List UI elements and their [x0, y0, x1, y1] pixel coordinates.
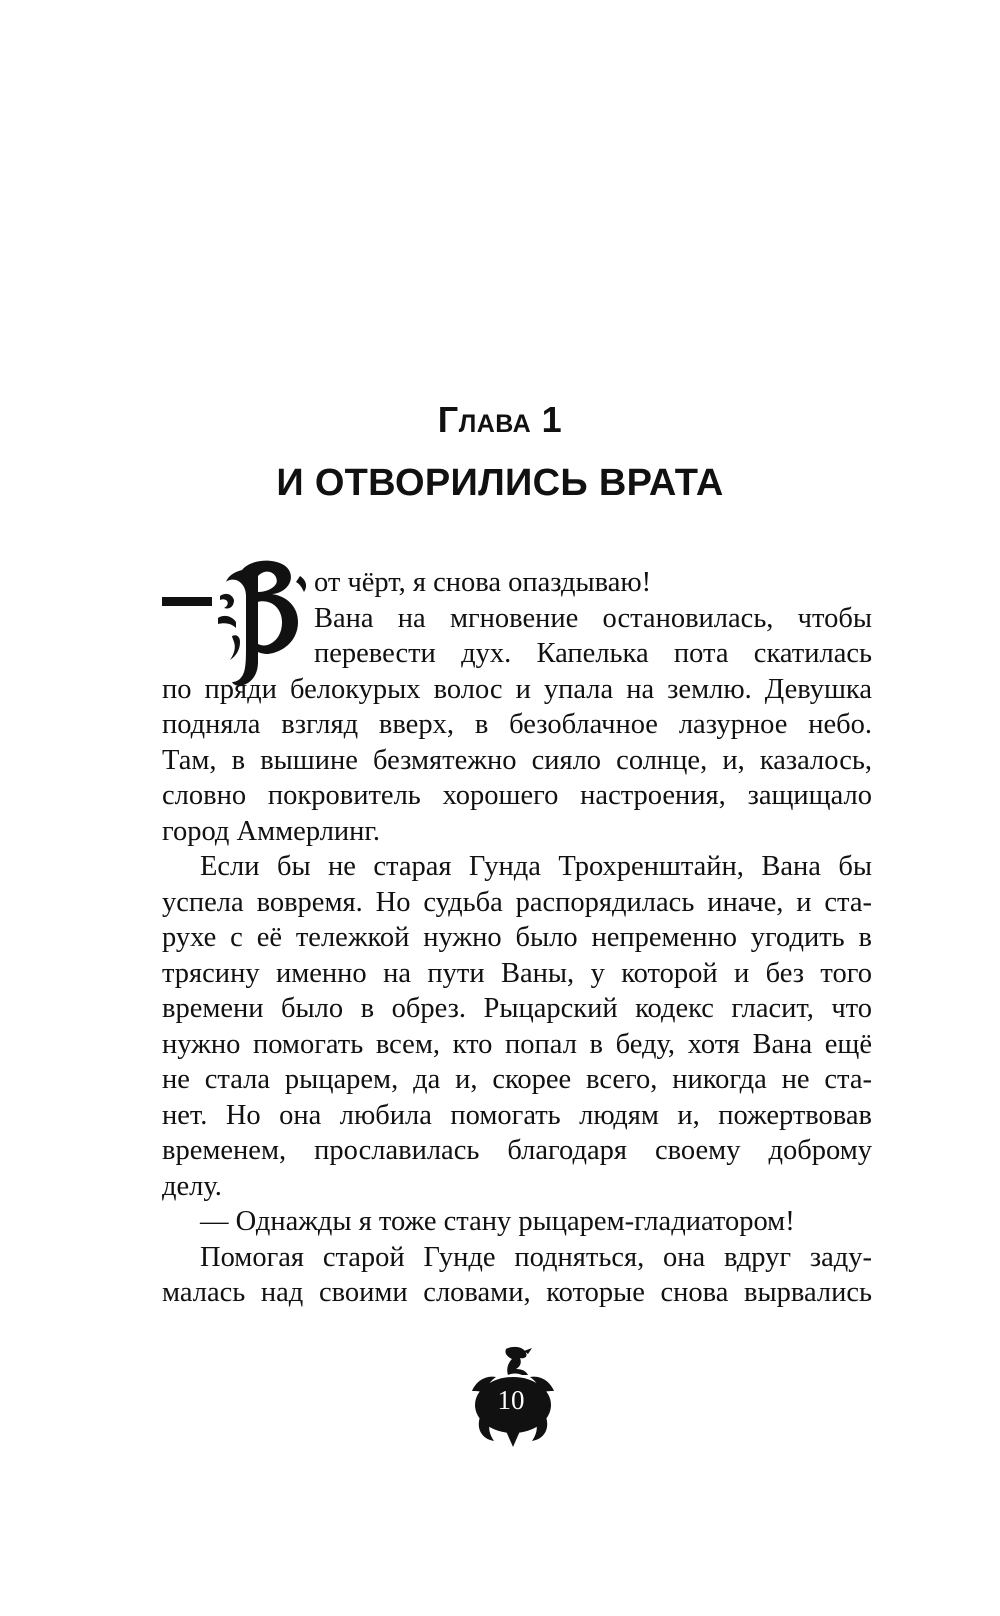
chapter-label: Глава 1 — [437, 399, 563, 440]
text-line: временем, прославилась благодаря своему доброму — [162, 1135, 872, 1166]
chapter-body — [162, 565, 872, 1311]
text-line: Там, в вышине безмятежно сияло солнце, и, казалось, — [162, 744, 872, 776]
text-line: времени было в обрез. Рыцарский кодекс гласит, что — [162, 993, 872, 1024]
text-line: малась над своими словами, которые снова вырвались — [162, 1277, 872, 1308]
text-line: Помогая старой Гунде подняться, она вдруг заду- — [200, 1241, 872, 1273]
text-line: нет. Но она любила помогать людям и, пожертвовав — [162, 1099, 872, 1131]
text-line: перевести дух. Капелька пота скатилась — [314, 638, 872, 669]
text-line: не стала рыцарем, да и, скорее всего, никогда не ста- — [162, 1064, 872, 1095]
text-line: Вана на мгновение остановилась, чтобы — [314, 602, 872, 634]
chapter-title: И ОТВОРИЛИСЬ ВРАТА — [276, 462, 724, 504]
text-line: город Аммерлинг. — [162, 815, 381, 847]
text-line: делу. — [162, 1170, 222, 1202]
text-line: Если бы не старая Гунда Трохренштайн, Вана бы — [200, 851, 872, 882]
text-line: нужно помогать всем, кто попал в беду, хотя Вана ещё — [162, 1028, 872, 1060]
text-line: успела вовремя. Но судьба распорядилась иначе, и ста- — [162, 886, 872, 918]
text-line: от чёрт, я снова опаздываю! — [314, 567, 652, 598]
text-line: подняла взгляд вверх, в безоблачное лазурное небо. — [162, 709, 872, 740]
text-line: рухе с её тележкой нужно было непременно угодить в — [162, 922, 872, 953]
text-line: трясину именно на пути Ваны, у которой и без того — [162, 957, 872, 989]
text-line: словно покровитель хорошего настроения, защищало — [162, 780, 872, 811]
text-line: — Однажды я тоже стану рыцарем-гладиатором! — [200, 1206, 795, 1237]
page-number: 10 — [497, 1385, 525, 1415]
text-line: по пряди белокурых волос и упала на землю. Девушка — [162, 673, 872, 705]
